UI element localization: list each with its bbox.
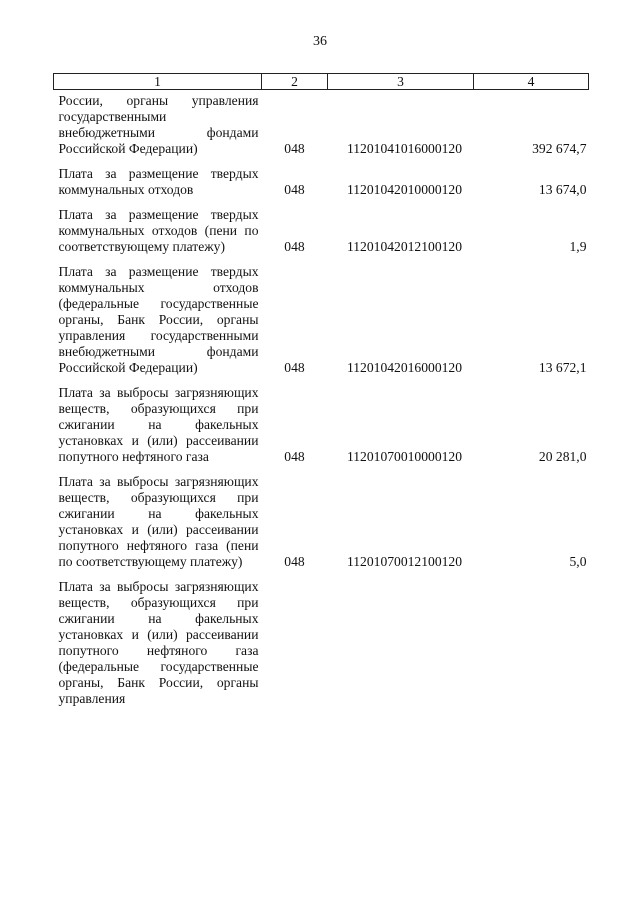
budget-classification-code: 11201042016000120 — [346, 360, 463, 375]
budget-classification-code: 11201070010000120 — [346, 449, 463, 464]
table-row — [54, 264, 589, 385]
table-row — [54, 207, 589, 264]
budget-classification-code — [328, 579, 474, 716]
budget-classification-code: 11201041016000120 — [346, 141, 463, 156]
revenue-name: России, органы управления государственными внебюджетными фондами Российской Федерации) — [58, 93, 259, 156]
amount: 5,0 — [569, 554, 587, 569]
table-row — [54, 579, 589, 716]
revenue-name: Плата за выбросы загрязняющих веществ, образующихся при сжигании на факельных установках и (или) рассеивании попутного нефтяного газа (пени по соответствующему платежу) — [58, 474, 259, 569]
page-number: 36 — [313, 34, 327, 49]
amount: 392 674,7 — [532, 141, 587, 156]
table-row — [54, 166, 589, 207]
budget-classification-code: 11201042010000120 — [346, 182, 463, 197]
budget-classification-code: 11201042012100120 — [346, 239, 463, 254]
header-col-3: 3 — [328, 74, 474, 90]
amount: 13 672,1 — [538, 360, 587, 375]
revenue-name: Плата за размещение твердых коммунальных отходов (пени по соответствующему платежу) — [58, 207, 259, 254]
admin-code: 048 — [284, 554, 305, 569]
table-row — [54, 474, 589, 579]
amount: 13 674,0 — [538, 182, 587, 197]
header-col-4: 4 — [474, 74, 589, 90]
admin-code: 048 — [284, 182, 305, 197]
table-row — [54, 90, 589, 167]
revenue-name: Плата за размещение твердых коммунальных отходов (федеральные государственные органы, Банк России, органы управления государственными внебюджетными фондами Российской Федерации) — [58, 264, 259, 375]
admin-code: 048 — [284, 239, 305, 254]
amount: 1,9 — [569, 239, 587, 254]
budget-revenue-table — [53, 73, 589, 716]
table-header-row — [54, 74, 589, 90]
header-col-2: 2 — [262, 74, 328, 90]
revenue-name: Плата за выбросы загрязняющих веществ, образующихся при сжигании на факельных установках и (или) рассеивании попутного нефтяного газа — [58, 385, 259, 464]
header-col-1: 1 — [54, 74, 262, 90]
admin-code: 048 — [284, 360, 305, 375]
amount — [474, 579, 589, 716]
amount: 20 281,0 — [538, 449, 587, 464]
revenue-name: Плата за размещение твердых коммунальных отходов — [58, 166, 259, 197]
admin-code — [262, 579, 328, 716]
budget-classification-code: 11201070012100120 — [346, 554, 463, 569]
table-row — [54, 385, 589, 474]
admin-code: 048 — [284, 449, 305, 464]
admin-code: 048 — [284, 141, 305, 156]
revenue-name: Плата за выбросы загрязняющих веществ, образующихся при сжигании на факельных установках и (или) рассеивании попутного нефтяного газа (федеральные государственные органы, Банк России, органы управления — [58, 579, 259, 706]
